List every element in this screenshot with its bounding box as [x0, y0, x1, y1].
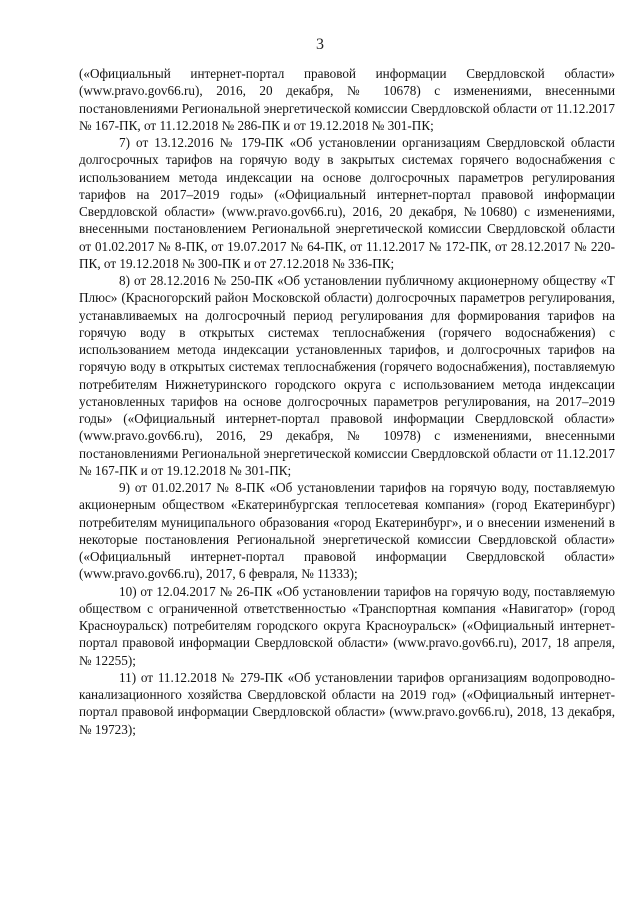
paragraph-item-9: [79, 479, 615, 583]
page-number: 3: [316, 36, 324, 53]
document-body: [79, 65, 615, 738]
paragraph-item-10: [79, 583, 615, 669]
paragraph-text: 9) от 01.02.2017 № 8-ПК «Об установлении тарифов на горячую воду, поставляемую акционерным обществом «Екатеринбургская теплосетевая компания» (город Екатеринбург) потребителям муниципального образования «город Екатеринбург», и о внесении изменений в некоторые постановления Региональной энергетической комиссии Свердловской области» («Официальный интернет-портал правовой информации Свердловской области» (www.pravo.gov66.ru), 2017, 6 февраля, № 11333);: [79, 480, 615, 582]
paragraph-item-11: [79, 669, 615, 738]
paragraph-text: 8) от 28.12.2016 № 250-ПК «Об установлении публичному акционерному обществу «Т Плюс» (Красногорский район Московской области) долгосрочных параметров регулирования, устанавливаемых на долгосрочный период регулирования для формирования тарифов на горячую воду в открытых системах теплоснабжения (горячего водоснабжения) с использованием метода индексации установленных тарифов, и долгосрочных тарифов на горячую воду в открытых системах теплоснабжения (горячего водоснабжения), поставляемую потребителям Нижнетуринского городского округа с использованием метода индексации установленных тарифов на основе долгосрочных параметров регулирования, на 2017–2019 годы» («Официальный интернет-портал правовой информации Свердловской области» (www.pravo.gov66.ru), 2016, 29 декабря, № 10978) с изменениями, внесенными постановлениями Региональной энергетической комиссии Свердловской области от 11.12.2017 № 167-ПК и от 19.12.2018 № 301-ПК;: [79, 273, 615, 478]
paragraph-item-8: [79, 272, 615, 479]
paragraph-text: 10) от 12.04.2017 № 26-ПК «Об установлении тарифов на горячую воду, поставляемую обществом с ограниченной ответственностью «Транспортная компания «Навигатор» (город Красноуральск) потребителям городского округа Красноуральск» («Официальный интернет-портал правовой информации Свердловской области» (www.pravo.gov66.ru), 2017, 18 апреля, № 12255);: [79, 583, 615, 668]
paragraph-text: 7) от 13.12.2016 № 179-ПК «Об установлении организациям Свердловской области долгосрочных тарифов на горячую воду в закрытых системах горячего водоснабжения с использованием метода индексации на основе долгосрочных параметров регулирования тарифов на 2017–2019 годы» («Официальный интернет-портал правовой информации Свердловской области» (www.pravo.gov66.ru), 2016, 20 декабря, №10680) с изменениями, внесенными постановлением Региональной энергетической комиссии Свердловской области от 01.02.2017 № 8-ПК, от 19.07.2017 № 64-ПК, от 11.12.2017 № 172-ПК, от 28.12.2017 № 220-ПК, от 19.12.2018 № 300-ПК и от 27.12.2018 № 336-ПК;: [79, 135, 615, 271]
paragraph-text: 11) от 11.12.2018 № 279-ПК «Об установлении тарифов организациям водопроводно-канализационного хозяйства Свердловской области на 2019 год» («Официальный интернет-портал правовой информации Свердловской области» (www.pravo.gov66.ru), 2018, 13 декабря, № 19723);: [79, 669, 615, 737]
paragraph-text: («Официальный интернет-портал правовой информации Свердловской области» (www.pravo.gov66.ru), 2016, 20 декабря, № 10678) с изменениями, внесенными постановлениями Региональной энергетической комиссии Свердловской области от 11.12.2017 № 167-ПК, от 11.12.2018 № 286-ПК и от 19.12.2018 № 301-ПК;: [79, 66, 615, 133]
paragraph-item-7: [79, 134, 615, 272]
paragraph-continuation: [79, 65, 615, 134]
